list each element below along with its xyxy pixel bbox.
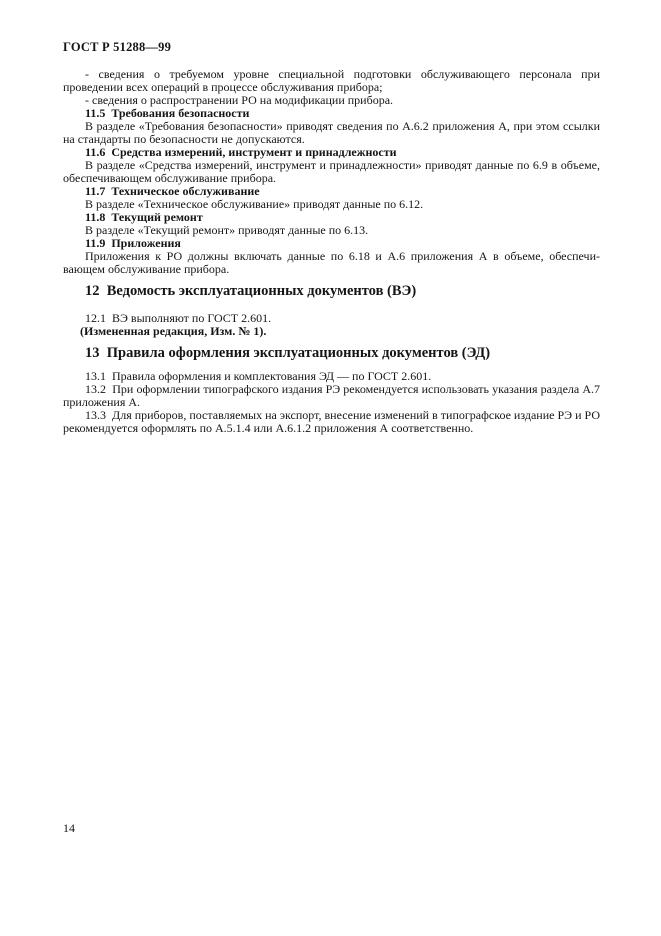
clause-13-3-text: 13.3 Для приборов, поставляемых на экспорт, внесение изменений в типографское издание РЭ и РО рекомендуется оформлять по А.5.1.4 или А.6.1.2 приложения А соответственно. — [63, 408, 600, 435]
gost-document-code: ГОСТ Р 51288—99 — [63, 40, 172, 54]
clause-11-8-text: В разделе «Текущий ремонт» приводят данные по 6.13. — [85, 223, 369, 237]
section-heading-13: 13 Правила оформления эксплуатационных документов (ЭД) — [85, 345, 491, 361]
section-heading-12: 12 Ведомость эксплуатационных документов (ВЭ) — [85, 283, 417, 299]
subheading-11-7: 11.7 Техническое обслуживание — [85, 184, 260, 198]
document-body — [63, 68, 600, 435]
clause-11-7-text: В разделе «Техническое обслуживание» приводят данные по 6.12. — [85, 197, 424, 211]
list-item-ro-modifications: - сведения о распространении РО на модификации прибора. — [85, 93, 394, 107]
clause-11-5-text: В разделе «Требования безопасности» приводят сведения по А.6.2 приложения А, при этом ссылки на стандарты по безопасности не допускаются. — [63, 119, 600, 146]
subheading-11-5: 11.5 Требования безопасности — [85, 106, 250, 120]
subheading-11-9: 11.9 Приложения — [85, 236, 181, 250]
clause-13-1-text: 13.1 Правила оформления и комплектования ЭД — по ГОСТ 2.601. — [85, 369, 432, 383]
clause-11-9-text: Приложения к РО должны включать данные по 6.18 и А.6 приложения А в объеме, обеспечивающем обслуживание прибора. — [63, 249, 600, 276]
clause-12-1-text: 12.1 ВЭ выполняют по ГОСТ 2.601. — [85, 311, 272, 325]
amendment-note: (Измененная редакция, Изм. № 1). — [80, 324, 267, 338]
clause-11-6-text: В разделе «Средства измерений, инструмент и принадлежности» приводят данные по 6.9 в объеме, обеспечивающем обслуживание прибора. — [63, 158, 600, 185]
clause-13-2-text: 13.2 При оформлении типографского издания РЭ рекомендуется использовать указания раздела А.7 приложения А. — [63, 382, 600, 409]
subheading-11-6: 11.6 Средства измерений, инструмент и принадлежности — [85, 145, 397, 159]
subheading-11-8: 11.8 Текущий ремонт — [85, 210, 203, 224]
list-item-personnel-training: - сведения о требуемом уровне специальной подготовки обслуживающего персонала при проведении всех операций в процессе обслуживания прибора; — [63, 67, 600, 94]
page-number: 14 — [63, 821, 75, 835]
